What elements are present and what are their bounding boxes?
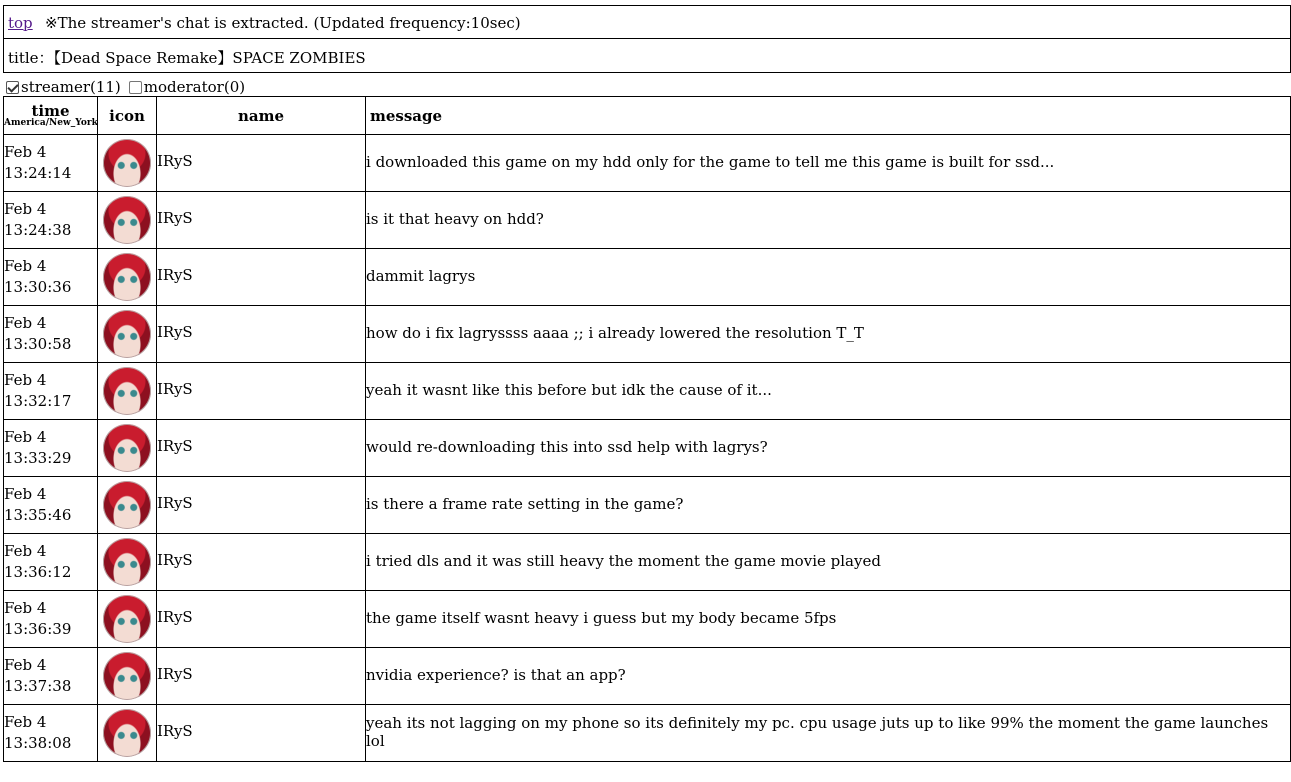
row-name: IRyS xyxy=(157,722,193,740)
avatar-icon xyxy=(103,424,151,472)
top-bar xyxy=(3,5,1291,39)
name-column-header: name xyxy=(157,97,366,135)
table-row xyxy=(4,648,1291,705)
row-time: 13:24:38 xyxy=(4,221,72,239)
avatar-icon xyxy=(103,367,151,415)
row-name: IRyS xyxy=(157,551,193,569)
row-message-cell xyxy=(366,705,1291,762)
icon-column-header: icon xyxy=(98,97,157,135)
avatar-icon xyxy=(103,310,151,358)
table-row xyxy=(4,420,1291,477)
row-date: Feb 4 xyxy=(4,314,47,332)
table-row xyxy=(4,534,1291,591)
extraction-note: ※The streamer's chat is extracted. (Updated frequency:10sec) xyxy=(45,14,521,32)
row-time: 13:33:29 xyxy=(4,449,72,467)
row-name-cell xyxy=(157,135,366,192)
row-time: 13:36:39 xyxy=(4,620,72,638)
row-name-cell xyxy=(157,477,366,534)
row-date: Feb 4 xyxy=(4,599,47,617)
row-message-cell xyxy=(366,534,1291,591)
row-time-cell xyxy=(4,249,98,306)
row-message: how do i fix lagryssss aaaa ;; i already lowered the resolution T_T xyxy=(366,324,864,342)
row-message-cell xyxy=(366,477,1291,534)
row-icon-cell xyxy=(98,591,157,648)
top-link[interactable]: top xyxy=(8,14,33,32)
row-icon-cell xyxy=(98,420,157,477)
row-message-cell xyxy=(366,648,1291,705)
row-time: 13:35:46 xyxy=(4,506,72,524)
chat-table xyxy=(3,96,1291,762)
table-row xyxy=(4,477,1291,534)
row-date: Feb 4 xyxy=(4,143,47,161)
row-icon-cell xyxy=(98,135,157,192)
row-time-cell xyxy=(4,648,98,705)
row-message: dammit lagrys xyxy=(366,267,476,285)
time-column-header xyxy=(4,97,98,135)
row-name-cell xyxy=(157,249,366,306)
row-message-cell xyxy=(366,192,1291,249)
row-time-cell xyxy=(4,306,98,363)
row-name-cell xyxy=(157,705,366,762)
row-message-cell xyxy=(366,363,1291,420)
row-message-cell xyxy=(366,420,1291,477)
row-time: 13:30:58 xyxy=(4,335,72,353)
row-name-cell xyxy=(157,591,366,648)
row-message-cell xyxy=(366,135,1291,192)
role-filters xyxy=(6,78,253,96)
message-column-header: message xyxy=(366,97,1291,135)
row-time: 13:30:36 xyxy=(4,278,72,296)
avatar-icon xyxy=(103,595,151,643)
row-icon-cell xyxy=(98,249,157,306)
title-bar xyxy=(3,39,1291,73)
row-name-cell xyxy=(157,420,366,477)
row-message: yeah its not lagging on my phone so its definitely my pc. cpu usage juts up to like 99% the moment the game launches lol xyxy=(366,714,1269,750)
row-name: IRyS xyxy=(157,380,193,398)
row-date: Feb 4 xyxy=(4,485,47,503)
row-message-cell xyxy=(366,591,1291,648)
row-time: 13:32:17 xyxy=(4,392,72,410)
row-time-cell xyxy=(4,135,98,192)
avatar-icon xyxy=(103,253,151,301)
row-icon-cell xyxy=(98,477,157,534)
row-time-cell xyxy=(4,477,98,534)
row-time-cell xyxy=(4,534,98,591)
row-icon-cell xyxy=(98,648,157,705)
row-date: Feb 4 xyxy=(4,713,47,731)
row-name-cell xyxy=(157,306,366,363)
row-date: Feb 4 xyxy=(4,200,47,218)
table-row xyxy=(4,306,1291,363)
row-date: Feb 4 xyxy=(4,371,47,389)
row-time-cell xyxy=(4,591,98,648)
row-name-cell xyxy=(157,534,366,591)
row-message-cell xyxy=(366,249,1291,306)
table-row xyxy=(4,135,1291,192)
row-icon-cell xyxy=(98,705,157,762)
row-message: the game itself wasnt heavy i guess but my body became 5fps xyxy=(366,609,837,627)
row-time: 13:37:38 xyxy=(4,677,72,695)
row-message: i tried dls and it was still heavy the moment the game movie played xyxy=(366,552,881,570)
row-message: would re-downloading this into ssd help with lagrys? xyxy=(366,438,768,456)
avatar-icon xyxy=(103,652,151,700)
timezone-label: America/New_York xyxy=(4,117,98,128)
avatar-icon xyxy=(103,139,151,187)
row-date: Feb 4 xyxy=(4,542,47,560)
table-row xyxy=(4,591,1291,648)
row-time: 13:38:08 xyxy=(4,734,72,752)
row-icon-cell xyxy=(98,363,157,420)
moderator-checkbox[interactable] xyxy=(129,81,142,94)
row-name-cell xyxy=(157,192,366,249)
row-name: IRyS xyxy=(157,266,193,284)
moderator-filter-label[interactable]: moderator(0) xyxy=(143,78,246,96)
row-date: Feb 4 xyxy=(4,656,47,674)
row-message: yeah it wasnt like this before but idk the cause of it... xyxy=(366,381,772,399)
row-icon-cell xyxy=(98,306,157,363)
table-row xyxy=(4,705,1291,762)
row-time: 13:36:12 xyxy=(4,563,72,581)
avatar-icon xyxy=(103,196,151,244)
chat-rows xyxy=(4,135,1291,762)
row-message: is it that heavy on hdd? xyxy=(366,210,544,228)
row-message-cell xyxy=(366,306,1291,363)
row-icon-cell xyxy=(98,192,157,249)
row-message: nvidia experience? is that an app? xyxy=(366,666,626,684)
stream-title: title：【Dead Space Remake】SPACE ZOMBIES xyxy=(8,49,366,67)
row-time: 13:24:14 xyxy=(4,164,72,182)
row-name: IRyS xyxy=(157,323,193,341)
row-name: IRyS xyxy=(157,665,193,683)
row-name-cell xyxy=(157,363,366,420)
row-time-cell xyxy=(4,363,98,420)
row-date: Feb 4 xyxy=(4,257,47,275)
row-time-cell xyxy=(4,192,98,249)
row-name-cell xyxy=(157,648,366,705)
avatar-icon xyxy=(103,709,151,757)
row-message: is there a frame rate setting in the game? xyxy=(366,495,684,513)
row-message: i downloaded this game on my hdd only for the game to tell me this game is built for ssd... xyxy=(366,153,1055,171)
row-name: IRyS xyxy=(157,209,193,227)
table-row xyxy=(4,363,1291,420)
avatar-icon xyxy=(103,481,151,529)
streamer-filter-label[interactable]: streamer(11) xyxy=(21,78,121,96)
row-time-cell xyxy=(4,705,98,762)
row-name: IRyS xyxy=(157,494,193,512)
row-name: IRyS xyxy=(157,608,193,626)
time-header-label: time xyxy=(31,101,70,120)
table-row xyxy=(4,249,1291,306)
row-date: Feb 4 xyxy=(4,428,47,446)
avatar-icon xyxy=(103,538,151,586)
row-icon-cell xyxy=(98,534,157,591)
streamer-checkbox[interactable] xyxy=(6,81,19,94)
row-name: IRyS xyxy=(157,152,193,170)
row-name: IRyS xyxy=(157,437,193,455)
table-row xyxy=(4,192,1291,249)
row-time-cell xyxy=(4,420,98,477)
table-header-row xyxy=(4,97,1291,135)
